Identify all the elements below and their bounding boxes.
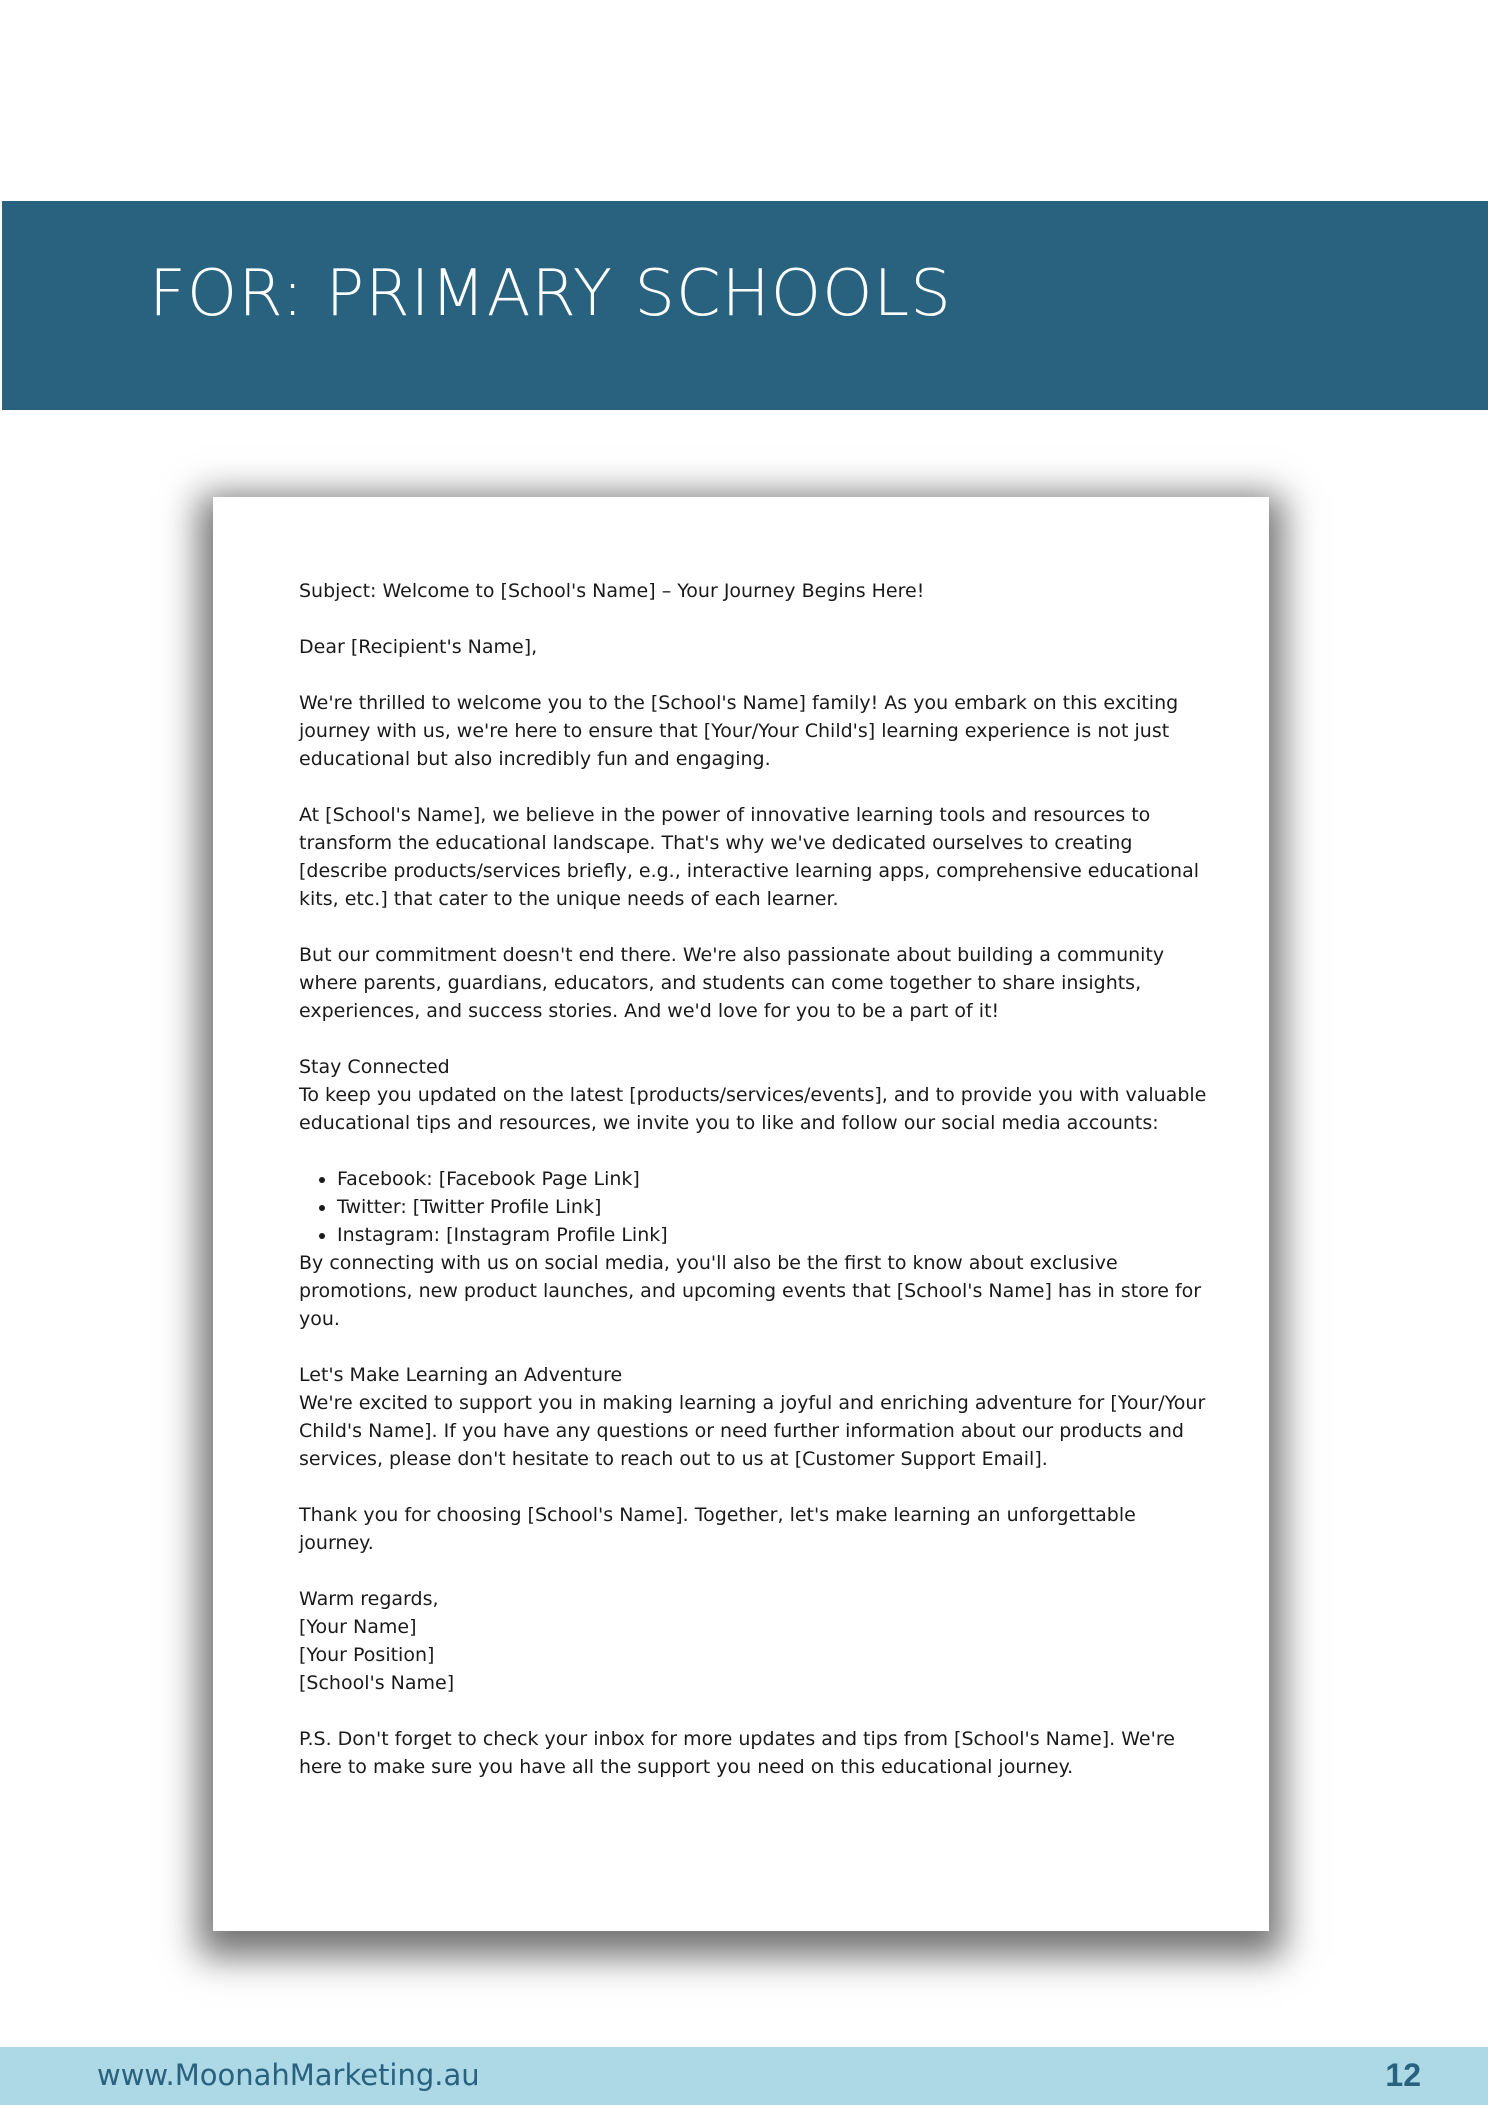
page-number: 12 xyxy=(1385,2057,1421,2093)
list-item-facebook: • Facebook: [Facebook Page Link] xyxy=(337,1165,1209,1193)
page-title: FOR: PRIMARY SCHOOLS xyxy=(149,257,952,331)
adventure-heading: Let's Make Learning an Adventure xyxy=(299,1364,623,1386)
social-links-list xyxy=(299,1165,1209,1249)
letter-body xyxy=(299,577,1209,1809)
signature-name: [Your Name] xyxy=(299,1616,417,1638)
letter-template-card xyxy=(213,497,1269,1931)
community-paragraph: But our commitment doesn't end there. We're also passionate about building a community where parents, guardians, educators, and students can come together to share insights, experiences, and success stories. And we'd love for you to be a part of it! xyxy=(299,944,1165,1022)
stay-connected-text: To keep you updated on the latest [products/services/events], and to provide you with valuable educational tips and resources, we invite you to like and follow our social media accounts: xyxy=(299,1084,1207,1134)
letter-subject: Subject: Welcome to [School's Name] – Your Journey Begins Here! xyxy=(299,580,925,602)
adventure-text: We're excited to support you in making learning a joyful and enriching adventure for [Your/Your Child's Name]. If you have any questions or need further information about our products and services, please don't hesitate to reach out to us at [Customer Support Email]. xyxy=(299,1392,1206,1470)
letter-salutation: Dear [Recipient's Name], xyxy=(299,636,538,658)
website-url: www.MoonahMarketing.au xyxy=(97,2058,480,2092)
welcome-paragraph: We're thrilled to welcome you to the [School's Name] family! As you embark on this exciting journey with us, we're here to ensure that [Your/Your Child's] learning experience is not just educational but also incredibly fun and engaging. xyxy=(299,692,1179,770)
signature-block xyxy=(299,1585,1209,1697)
list-item-twitter: • Twitter: [Twitter Profile Link] xyxy=(337,1193,1209,1221)
postscript: P.S. Don't forget to check your inbox for more updates and tips from [School's Name]. We're here to make sure you have all the support you need on this educational journey. xyxy=(299,1728,1175,1778)
stay-connected-heading: Stay Connected xyxy=(299,1056,450,1078)
page-footer xyxy=(0,2047,1488,2105)
signature-school: [School's Name] xyxy=(299,1672,455,1694)
social-followup-text: By connecting with us on social media, you'll also be the first to know about exclusive promotions, new product launches, and upcoming events that [School's Name] has in store for you. xyxy=(299,1252,1202,1330)
signoff: Warm regards, xyxy=(299,1588,439,1610)
signature-position: [Your Position] xyxy=(299,1644,435,1666)
list-item-instagram: • Instagram: [Instagram Profile Link] xyxy=(337,1221,1209,1249)
mission-paragraph: At [School's Name], we believe in the power of innovative learning tools and resources to transform the educational landscape. That's why we've dedicated ourselves to creating [describe products/services briefly, e.g., interactive learning apps, comprehensive educational kits, etc.] that cater to the unique needs of each learner. xyxy=(299,804,1200,910)
closing-paragraph: Thank you for choosing [School's Name]. Together, let's make learning an unforgettable journey. xyxy=(299,1504,1136,1554)
